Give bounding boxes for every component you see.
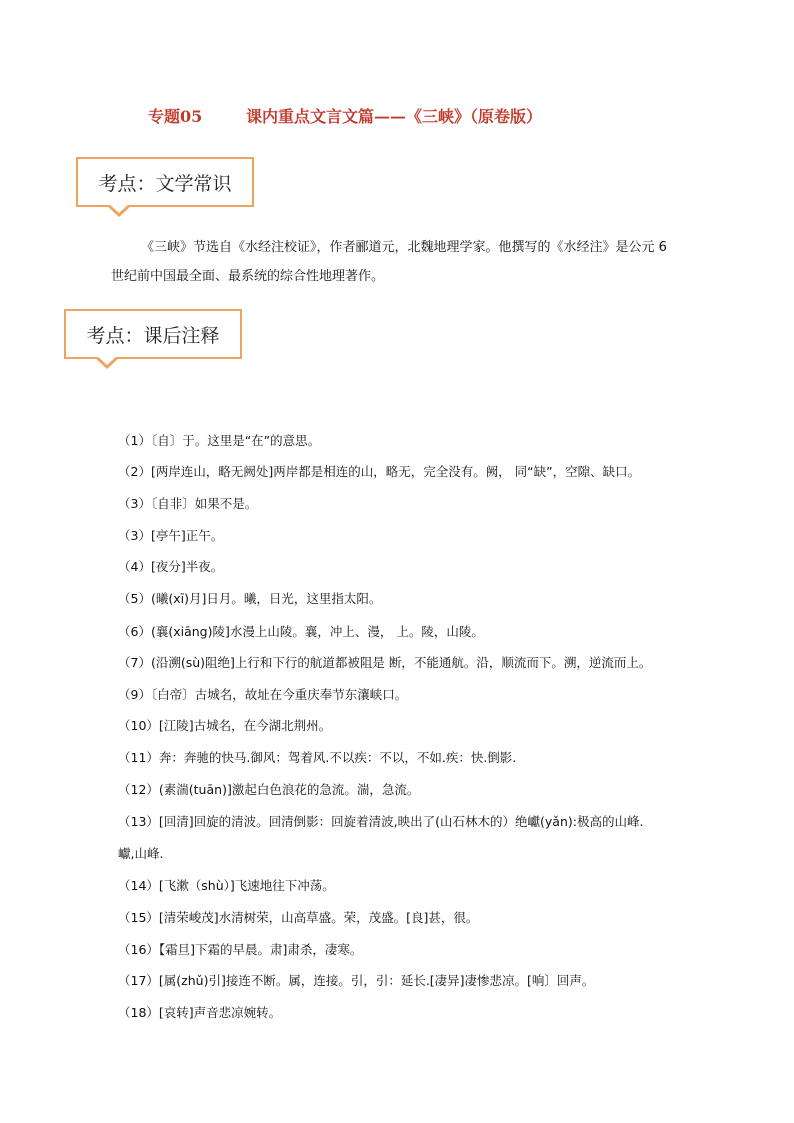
list-item: （2）[两岸连山，略无阙处]两岸都是相连的山，略无，完全没有。阙， 同“缺”，空隙、缺口。 xyxy=(118,464,641,479)
section-heading-literary-knowledge xyxy=(76,157,254,207)
list-item: （4）[夜分]半夜。 xyxy=(118,559,224,574)
section-heading-label: 考点：文学常识 xyxy=(98,172,232,195)
list-item: （9）〔白帝〕古城名，故址在今重庆奉节东瀼峡口。 xyxy=(118,687,408,702)
list-item: （5）(曦(xī)月]日月。曦，日光，这里指太阳。 xyxy=(118,591,382,606)
callout-tail xyxy=(106,205,132,217)
callout-tail xyxy=(94,357,120,369)
paragraph-line: 《三峡》节选自《水经注校证》，作者郦道元，北魏地理学家。他撰写的《水经注》是公元 6 xyxy=(141,240,667,255)
list-item: （13）[回清]回旋的清波。回清倒影：回旋着清波,映出了(山石林木的）绝巘(yǎn):极高的山峰. xyxy=(118,814,644,829)
list-item: （11）奔：奔驰的快马.御风：驾着风.不以疾：不以，不如.疾：快.倒影. xyxy=(118,750,517,765)
list-item: （17）[属(zhǔ)引]接连不断。属，连接。引，引：延长.[凄异]凄惨悲凉。[响〕回声。 xyxy=(118,973,595,988)
list-item: （14）[飞漱（shù）]飞速地往下冲荡。 xyxy=(118,878,335,893)
list-item: （16）【霜旦]下霜的早晨。肃]肃杀，凄寒。 xyxy=(118,942,363,957)
list-item: （15）[清荣峻茂]水清树荣，山高草盛。荣，茂盛。[良]甚，很。 xyxy=(118,910,479,925)
list-item: （12）(素湍(tuān)]激起白色浪花的急流。湍，急流。 xyxy=(118,782,420,797)
list-item: （7）(沿溯(sù)阻绝]上行和下行的航道都被阻是 断，不能通航。沿，顺流而下。溯，逆流而上。 xyxy=(118,655,652,670)
list-item: （10）[江陵]古城名，在今湖北荆州。 xyxy=(118,718,332,733)
section-heading-label: 考点：课后注释 xyxy=(86,324,220,347)
list-item: （1）〔自〕于。这里是“在”的意思。 xyxy=(118,433,321,448)
page-title: 课内重点文言文篇——《三峡》（原卷版） xyxy=(246,107,543,126)
literary-knowledge-paragraph xyxy=(111,233,711,291)
list-item: （18）[哀转]声音悲凉婉转。 xyxy=(118,1005,282,1020)
list-item: （6）(襄(xiāng)陵]水漫上山陵。襄，冲上、漫， 上。陵，山陵。 xyxy=(118,624,484,639)
paragraph-line: 世纪前中国最全面、最系统的综合性地理著作。 xyxy=(111,269,385,284)
list-item: （3）〔自非〕如果不是。 xyxy=(118,496,258,511)
list-item: （3）[亭午]正午。 xyxy=(118,528,224,543)
topic-number: 专题05 xyxy=(148,107,203,126)
section-heading-annotations xyxy=(64,309,242,359)
list-item: 巘,山峰. xyxy=(118,846,164,861)
